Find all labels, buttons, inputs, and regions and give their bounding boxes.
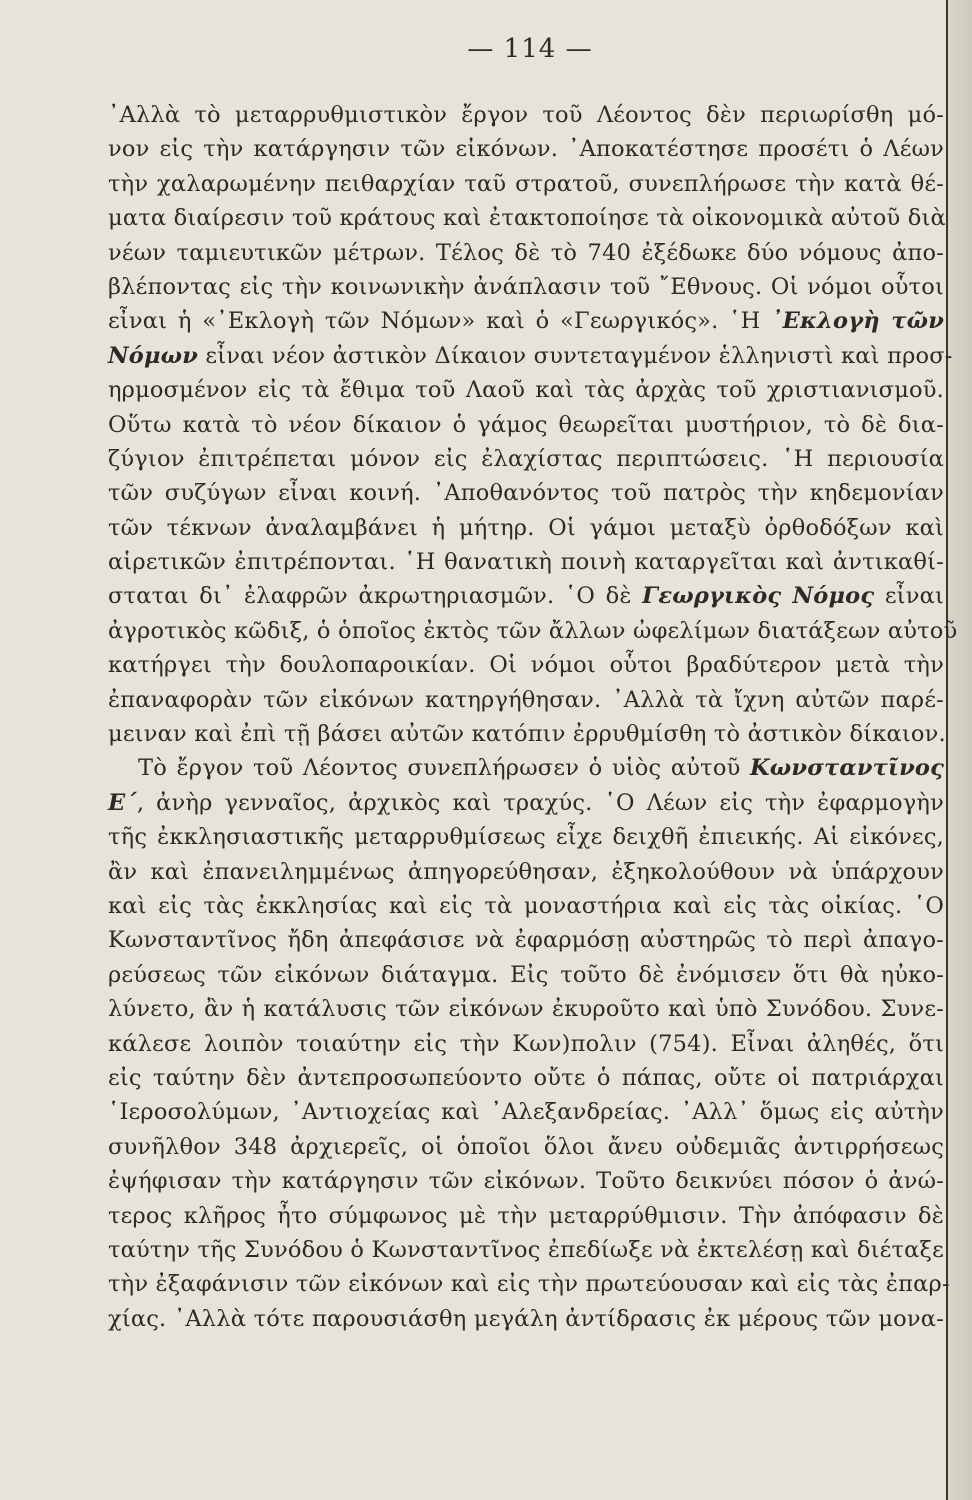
text-line	[108, 648, 944, 682]
text-run: ἂν καὶ ἐπανειλημμένως ἀπηγορεύθησαν, ἐξηκολούθουν νὰ ὑπάρχουν	[108, 858, 944, 885]
text-run: ἀγροτικὸς κῶδιξ, ὁ ὁποῖος ἐκτὸς τῶν ἄλλων ὠφελίμων διατάξεων αὐτοῦ	[108, 617, 958, 644]
bold-term: ᾽Εκλογὴ τῶν	[771, 308, 945, 335]
text-line	[108, 339, 953, 373]
text-run: λύνετο, ἂν ἡ κατάλυσις τῶν εἰκόνων ἐκυροῦτο καὶ ὑπὸ Συνόδου. Συνε-	[108, 996, 944, 1023]
text-run: βλέποντας εἰς τὴν κοινωνικὴν ἀνάπλασιν τοῦ ῎Εθνους. Οἱ νόμοι οὗτοι	[108, 273, 944, 300]
text-line	[108, 1061, 944, 1095]
bold-term: Νόμων	[108, 342, 199, 369]
text-run: αἱρετικῶν ἐπιτρέπονται. ῾Η θανατικὴ ποινὴ καταργεῖται καὶ ἀντικαθί-	[108, 549, 944, 576]
text-line	[108, 442, 944, 476]
text-run: ρεύσεως τῶν εἰκόνων διάταγμα. Εἰς τοῦτο δὲ ἐνόμισεν ὅτι θὰ ηὐκο-	[108, 961, 944, 988]
text-run: ῾Ιεροσολύμων, ᾽Αντιοχείας καὶ ᾽Αλεξανδρείας. ᾽Αλλ᾽ ὅμως εἰς αὐτὴν	[108, 1099, 944, 1126]
text-run: νον εἰς τὴν κατάργησιν τῶν εἰκόνων. ᾽Αποκατέστησε προσέτι ὁ Λέων	[108, 136, 944, 163]
body-text	[108, 98, 958, 1336]
text-line	[108, 304, 944, 338]
text-line	[108, 1302, 944, 1336]
text-line	[108, 923, 944, 957]
text-run: κάλεσε λοιπὸν τοιαύτην εἰς τὴν Κων)πολιν (754). Εἶναι ἀληθές, ὅτι	[108, 1030, 944, 1057]
text-line	[108, 511, 944, 545]
text-run: συνῆλθον 348 ἀρχιερεῖς, οἱ ὁποῖοι ὅλοι ἄνευ οὐδεμιᾶς ἀντιρρήσεως	[108, 1133, 944, 1160]
text-line	[108, 1233, 944, 1267]
text-line	[108, 1164, 944, 1198]
text-line	[108, 373, 944, 407]
text-line	[108, 614, 958, 648]
text-run: εἶναι	[874, 583, 944, 610]
bold-term: Κωνσταντῖνος	[750, 755, 944, 782]
text-line	[108, 958, 944, 992]
text-run: τὴν ἐξαφάνισιν τῶν εἰκόνων καὶ εἰς τὴν πρωτεύουσαν καὶ εἰς τὰς ἐπαρ-	[108, 1271, 950, 1298]
text-line	[108, 683, 944, 717]
bold-term: Γεωργικὸς Νόμος	[642, 583, 875, 610]
text-run: ᾽Αλλὰ τὸ μεταρρυθμιστικὸν ἔργον τοῦ Λέοντος δὲν περιωρίσθη μό-	[108, 102, 944, 128]
text-run: εἶναι νέον ἀστικὸν Δίκαιον συντεταγμένον ἑλληνιστὶ καὶ προσ-	[198, 342, 953, 369]
text-run: τὴν χαλαρωμένην πειθαρχίαν ταῦ στρατοῦ, συνεπλήρωσε τὴν κατὰ θέ-	[108, 170, 944, 197]
text-run: χίας. ᾽Αλλὰ τότε παρουσιάσθη μεγάλη ἀντίδρασις ἐκ μέρους τῶν μονα-	[108, 1305, 944, 1332]
text-run: Τὸ ἔργον τοῦ Λέοντος συνεπλήρωσεν ὁ υἱὸς αὐτοῦ	[138, 755, 750, 782]
text-run: ματα διαίρεσιν τοῦ κράτους καὶ ἐτακτοποίησε τὰ οἰκονομικὰ αὐτοῦ διὰ	[108, 205, 946, 232]
text-run: σταται δι᾽ ἐλαφρῶν ἀκρωτηριασμῶν. ῾Ο δὲ	[108, 583, 643, 610]
text-run: Κωνσταντῖνος ἤδη ἀπεφάσισε νὰ ἐφαρμόσῃ αὐστηρῶς τὸ περὶ ἀπαγο-	[108, 927, 944, 954]
text-run: , ἀνὴρ γενναῖος, ἀρχικὸς καὶ τραχύς. ῾Ο Λέων εἰς τὴν ἐφαρμογὴν	[136, 789, 944, 816]
text-line	[108, 476, 944, 510]
text-run: ἐπαναφορὰν τῶν εἰκόνων κατηργήθησαν. ᾽Αλλὰ τὰ ἴχνη αὐτῶν παρέ-	[108, 686, 944, 713]
page-number: — 114 —	[467, 34, 593, 64]
text-line	[108, 236, 944, 270]
text-run: ζύγιον ἐπιτρέπεται μόνον εἰς ἐλαχίστας περιπτώσεις. ῾Η περιουσία	[108, 445, 944, 472]
text-run: τῶν τέκνων ἀναλαμβάνει ἡ μήτηρ. Οἱ γάμοι μεταξὺ ὀρθοδόξων καὶ	[108, 514, 944, 541]
text-line	[108, 717, 944, 751]
text-run: καὶ εἰς τὰς ἐκκλησίας καὶ εἰς τὰ μοναστήρια καὶ εἰς τὰς οἰκίας. ῾Ο	[108, 892, 944, 919]
text-line	[108, 1027, 944, 1061]
text-run: τῶν συζύγων εἶναι κοινή. ᾽Αποθανόντος τοῦ πατρὸς τὴν κηδεμονίαν	[108, 480, 944, 507]
text-run: εἰς ταύτην δὲν ἀντεπροσωπεύοντο οὔτε ὁ πάπας, οὔτε οἱ πατριάρχαι	[108, 1064, 944, 1091]
text-line	[108, 992, 944, 1026]
text-line	[108, 132, 944, 166]
text-run: τερος κλῆρος ἦτο σύμφωνος μὲ τὴν μεταρρύθμισιν. Τὴν ἀπόφασιν δὲ	[108, 1202, 944, 1229]
text-line	[108, 786, 944, 820]
text-run: Οὕτω κατὰ τὸ νέον δίκαιον ὁ γάμος θεωρεῖται μυστήριον, τὸ δὲ δια-	[108, 411, 944, 438]
text-line	[108, 545, 944, 579]
text-run: τῆς ἐκκλησιαστικῆς μεταρρυθμίσεως εἶχε δειχθῆ ἐπιεικής. Αἱ εἰκόνες,	[108, 824, 944, 851]
text-line	[108, 579, 944, 613]
text-line	[108, 201, 944, 235]
text-line	[108, 855, 944, 889]
text-run: ηρμοσμένον εἰς τὰ ἔθιμα τοῦ Λαοῦ καὶ τὰς ἀρχὰς τοῦ χριστιανισμοῦ.	[108, 377, 944, 404]
text-line	[108, 1130, 944, 1164]
text-run: νέων ταμιευτικῶν μέτρων. Τέλος δὲ τὸ 740 ἐξέδωκε δύο νόμους ἀπο-	[108, 239, 944, 266]
text-line	[108, 1267, 950, 1301]
text-run: κατήργει τὴν δουλοπαροικίαν. Οἱ νόμοι οὗτοι βραδύτερον μετὰ τὴν	[108, 652, 944, 679]
text-line	[108, 889, 944, 923]
text-run: ἐψήφισαν τὴν κατάργησιν τῶν εἰκόνων. Τοῦτο δεικνύει πόσον ὁ ἀνώ-	[108, 1168, 944, 1195]
text-line	[108, 751, 944, 785]
text-run: μειναν καὶ ἐπὶ τῇ βάσει αὐτῶν κατόπιν ἐρρυθμίσθη τὸ ἀστικὸν δίκαιον.	[108, 721, 946, 748]
text-line	[108, 408, 944, 442]
text-run: ταύτην τῆς Συνόδου ὁ Κωνσταντῖνος ἐπεδίωξε νὰ ἐκτελέσῃ καὶ διέταξε	[108, 1236, 944, 1263]
text-line	[108, 820, 944, 854]
bold-term: Ε΄	[108, 789, 137, 816]
text-line	[108, 270, 944, 304]
text-run: εἶναι ἡ «᾽Εκλογὴ τῶν Νόμων» καὶ ὁ «Γεωργικός». ῾Η	[108, 308, 772, 335]
text-line	[108, 98, 944, 132]
adjacent-page-edge	[946, 0, 972, 1500]
text-line	[108, 1199, 944, 1233]
text-line	[108, 167, 944, 201]
text-line	[108, 1095, 944, 1129]
